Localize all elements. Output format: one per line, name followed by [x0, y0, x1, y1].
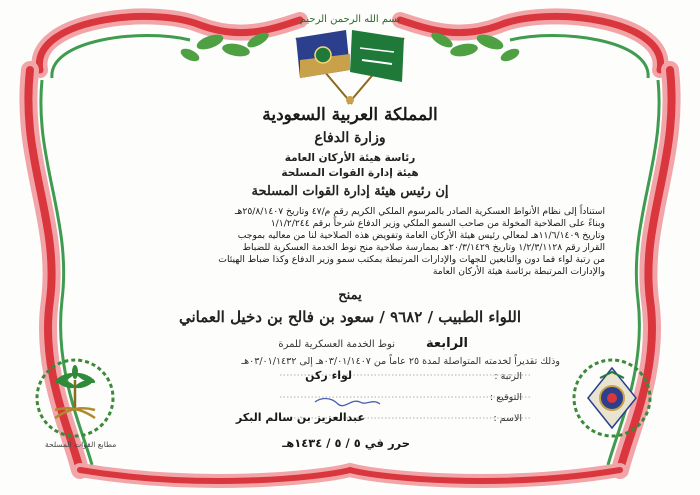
signature-mark — [315, 399, 380, 406]
body-paragraph — [95, 206, 605, 286]
grant-word: يمنح — [338, 288, 362, 303]
rank-value: لواء ركن — [305, 369, 352, 382]
name-label: الاسم : — [493, 413, 522, 424]
kingdom-title: المملكة العربية السعودية — [262, 105, 438, 125]
medal-label: نوط الخدمة العسكرية للمرة — [278, 339, 395, 350]
recipient-name: اللواء الطبيب / ٩٦٨٢ / سعود بن فالح بن دخيل العماني — [178, 308, 522, 326]
body-line: القرار رقم ١/٢/٣/١١٢٨ وتاريخ ٢٠/٣/١٤٢٩هـ بممارسة صلاحية منح نوط الخدمة العسكرية للضباط — [242, 242, 605, 253]
authority-title: هيئة إدارة القوات المسلحة — [281, 167, 419, 179]
name-value: عبدالعزيز بن سالم البكر — [235, 411, 365, 424]
flag-finial-icon — [346, 96, 354, 104]
issue-date: حرر في ٥ / ٥ / ١٤٣٤هـ — [282, 436, 410, 450]
medal-value: الرابعة — [426, 336, 468, 351]
flag-saudi-icon — [348, 30, 404, 104]
body-line: والإدارات المرتبطة برئاسة هيئة الأركان العامة — [432, 266, 605, 277]
printer-credit: مطابع القوات المسلحة — [45, 440, 117, 449]
body-line: وتاريخ ١١/٦/١٤٠٩هـ لمعالي رئيس هيئة الأركان العامة وتفويض هذه الصلاحية لنا من معاليه بموجب — [237, 230, 605, 241]
rank-label: الرتبة : — [494, 371, 522, 382]
presidency-title: رئاسة هيئة الأركان العامة — [284, 152, 416, 164]
ministry-title: وزارة الدفاع — [314, 130, 386, 146]
head-title: إن رئيس هيئة إدارة القوات المسلحة — [251, 184, 449, 199]
body-line: من رتبة لواء فما دون والتابعين للجهات والإدارات المرتبطة بمكتب سمو وزير الدفاع وكذا ضباط الهيئات — [218, 254, 605, 265]
body-line: وبناءً على الصلاحية المخولة من صاحب السمو الملكي وزير الدفاع شرحاً برقم ١/١/٢/٢٤٤ — [270, 218, 605, 229]
flag-armed-forces-icon — [296, 30, 352, 104]
service-line: وذلك تقديراً لخدمته المتواصلة لمدة ٢٥ عاماً من ٠٣/٠١/١٤٠٧هـ إلى ٠٣/٠١/١٤٣٢هـ — [241, 356, 560, 367]
sign-label: التوقيع : — [490, 392, 522, 403]
basmala: بسم الله الرحمن الرحيم — [299, 14, 401, 25]
body-line: استناداً إلى نظام الأنواط العسكرية الصادر بالمرسوم الملكي الكريم رقم م/٤٧ وتاريخ ٢٥/٨/١٤٠٧هـ — [234, 206, 605, 217]
